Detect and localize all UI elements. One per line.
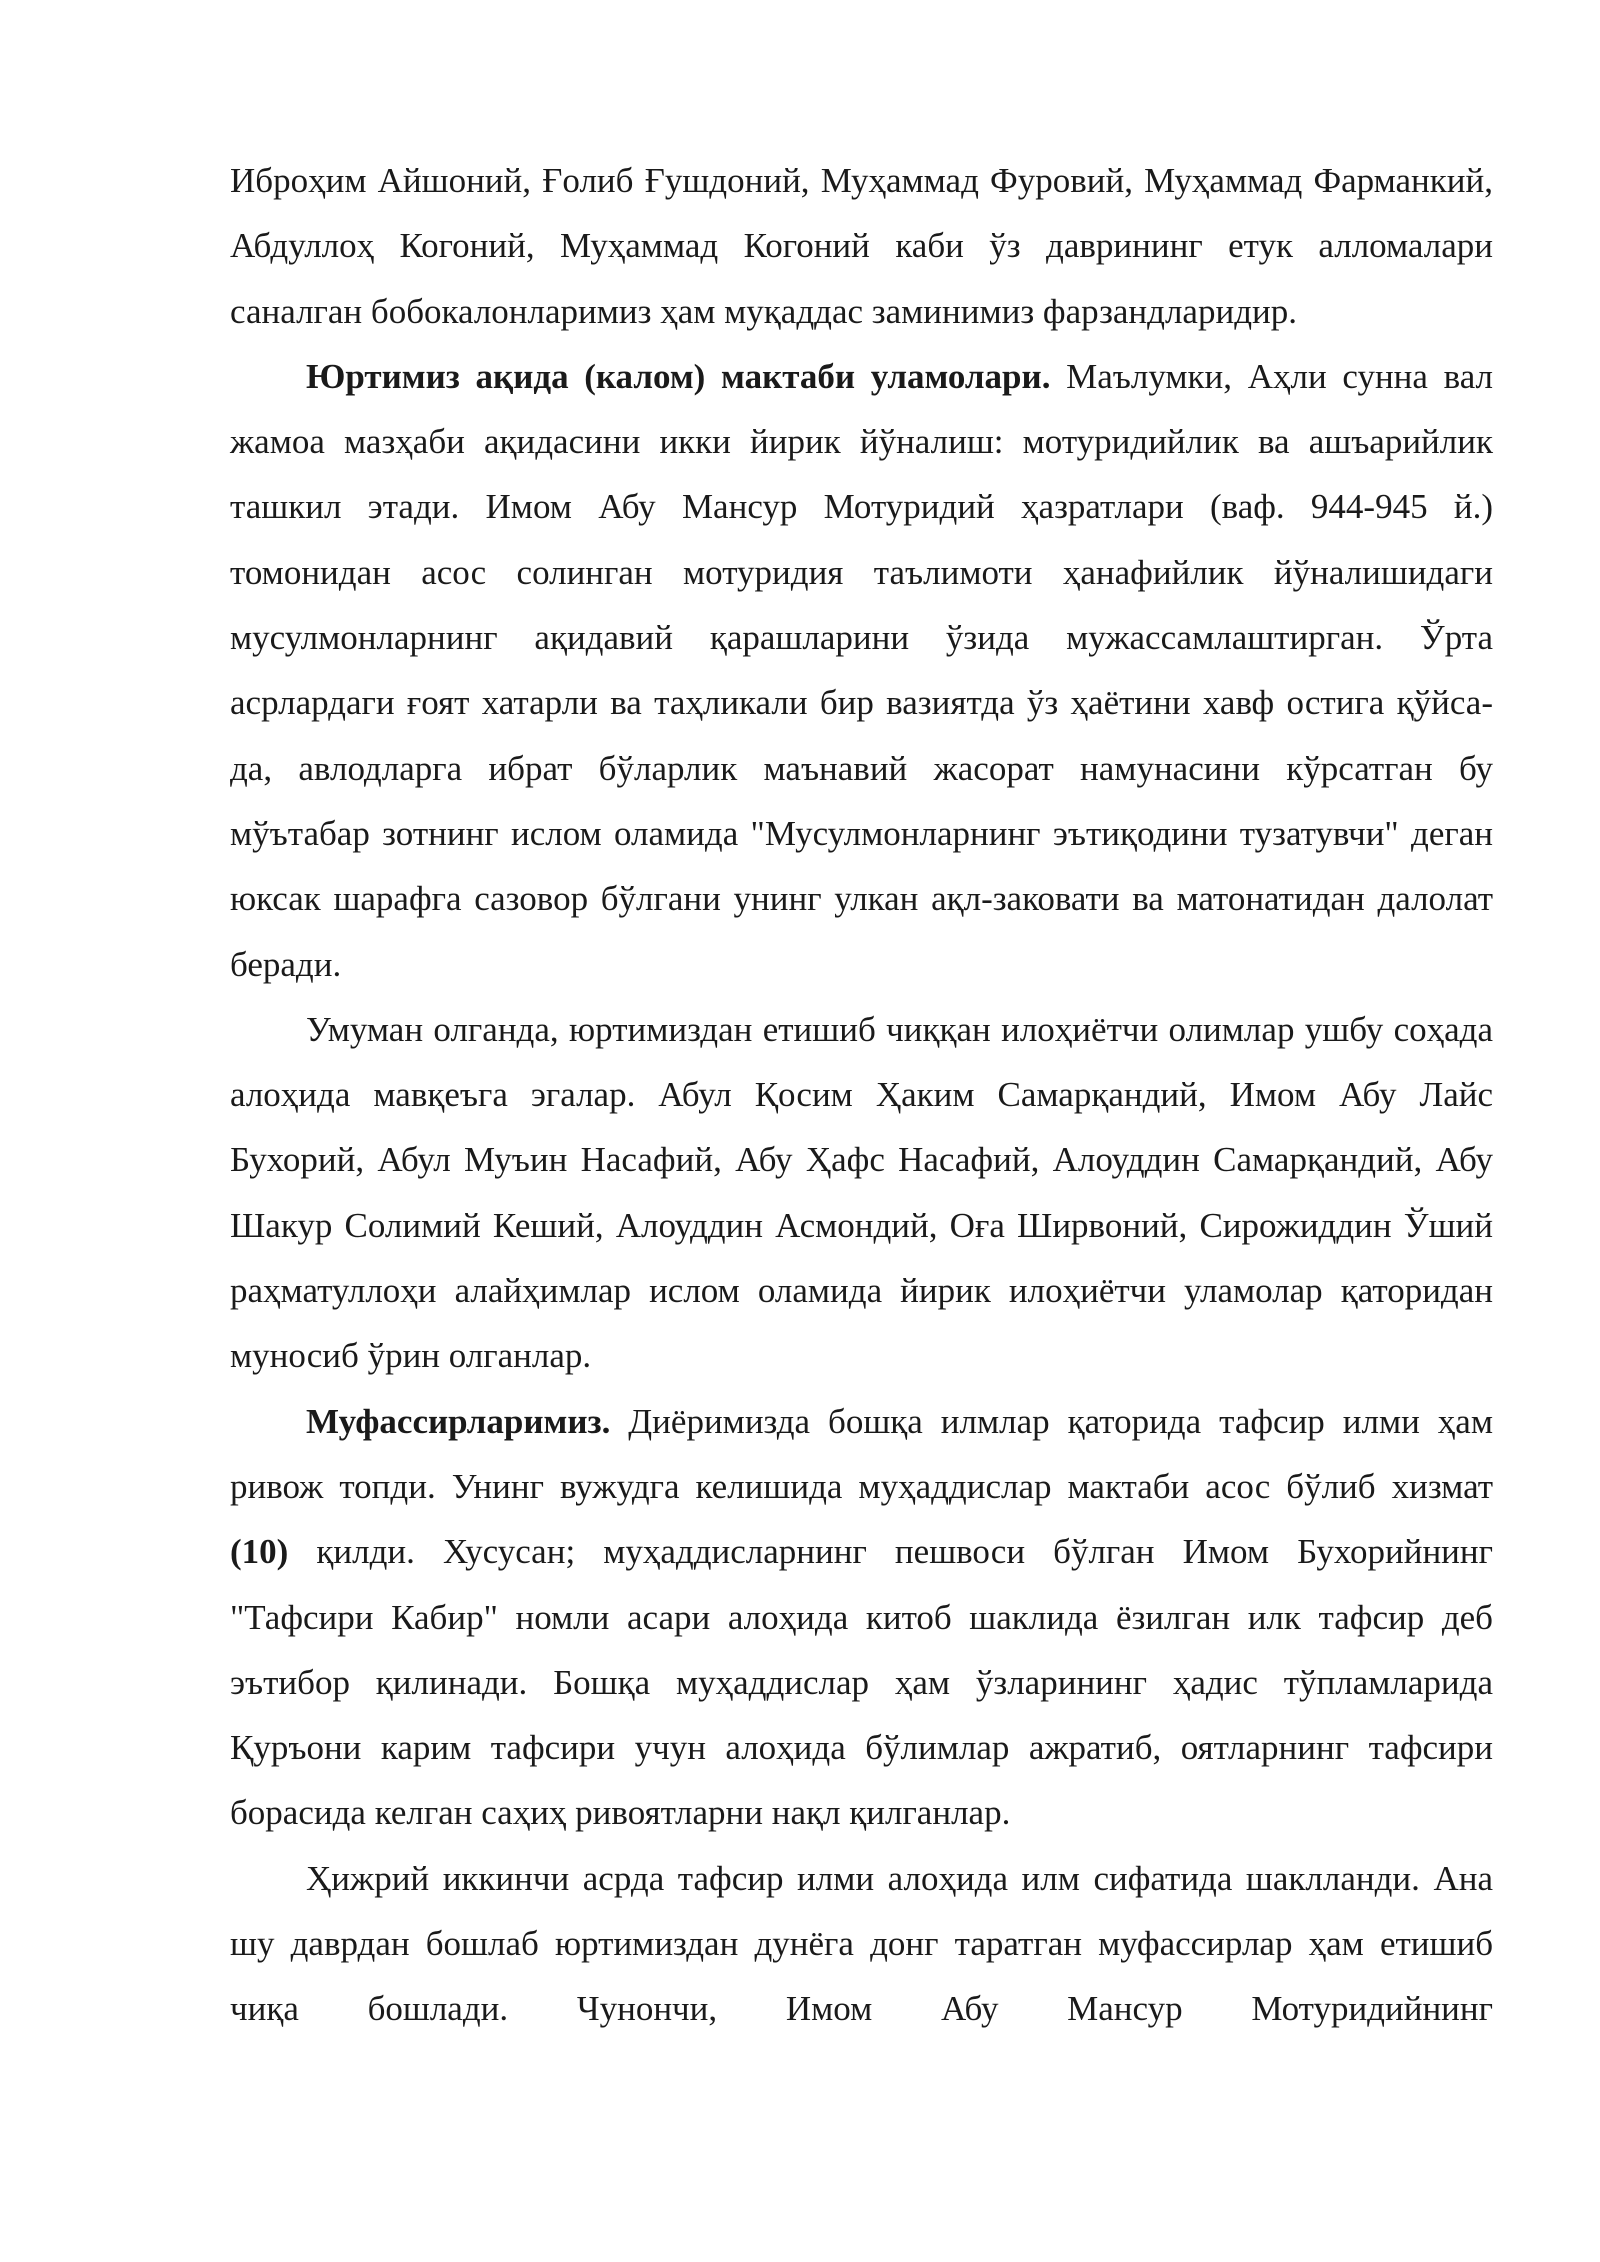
paragraph-3 bbox=[230, 997, 1493, 1389]
paragraph-1 bbox=[230, 148, 1493, 344]
paragraph-3-text: Умуман олганда, юртимиздан етишиб чиққан илоҳиётчи олимлар ушбу соҳада алоҳида мавқеъга эгалар. Абул Қосим Ҳаким Самарқандий, Имом Абу Лайс Бухорий, Абул Муъин Насафий, Абу Ҳафс Насафий, Алоуддин Самарқандий, Абу Шакур Солимий Кеший, Алоуддин Асмондий, Оға Ширвоний, Сирожиддин Ўший раҳматуллоҳи алайҳимлар ислом оламида йирик илоҳиётчи уламолар қаторидан муносиб ўрин олганлар. bbox=[230, 1009, 1493, 1376]
footnote-ref: (10) bbox=[230, 1532, 289, 1572]
section-heading-aqida: Юртимиз ақида (калом) мактаби уламолари. bbox=[306, 356, 1051, 396]
paragraph-4-text-after-ref: қилди. Хусусан; муҳаддисларнинг пешвоси бўлган Имом Бухорийнинг "Тафсири Кабир" номли асари алоҳида китоб шаклида ёзилган илк тафсир деб эътибор қилинади. Бошқа муҳаддислар ҳам ўзларининг ҳадис тўпламларида Қуръони карим тафсири учун алоҳида бўлимлар ажратиб, оятларнинг тафсири борасида келган саҳиҳ ривоятларни нақл қилганлар. bbox=[230, 1532, 1493, 1833]
paragraph-5 bbox=[230, 1846, 1493, 2042]
paragraph-4 bbox=[230, 1389, 1493, 1846]
paragraph-2-text: Маълумки, Аҳли сунна вал жамоа мазҳаби ақидасини икки йирик йўналиш: мотуридийлик ва ашъарийлик ташкил этади. Имом Абу Мансур Мотуридий ҳазратлари (ваф. 944-945 й.) томонидан асос солинган мотуридия таълимоти ҳанафийлик йўналишидаги мусулмонларнинг ақидавий қарашларини ўзида мужассамлаштирган. Ўрта асрлардаги ғоят хатарли ва таҳликали бир вазиятда ўз ҳаётини хавф остига қўйса-да, авлодларга ибрат бўларлик маънавий жасорат намунасини кўрсатган бу мўътабар зотнинг ислом оламида "Мусулмонларнинг эътиқодини тузатувчи" деган юксак шарафга сазовор бўлгани унинг улкан ақл-заковати ва матонатидан далолат беради. bbox=[230, 356, 1493, 984]
paragraph-4-text-before-ref: Диёримизда бошқа илмлар қаторида тафсир илми ҳам ривож топди. Унинг вужудга келишида муҳаддислар мактаби асос бўлиб хизмат bbox=[230, 1401, 1493, 1506]
section-heading-mufassirs: Муфассирларимиз. bbox=[306, 1401, 611, 1441]
document-page bbox=[230, 148, 1493, 2042]
paragraph-1-text: Иброҳим Айшоний, Ғолиб Ғушдоний, Муҳаммад Фуровий, Муҳаммад Фарманкий, Абдуллоҳ Когоний, Муҳаммад Когоний каби ўз даврининг етук алломалари саналган бобокалонларимиз ҳам муқаддас заминимиз фарзандларидир. bbox=[230, 161, 1493, 331]
paragraph-2 bbox=[230, 344, 1493, 997]
paragraph-5-text: Ҳижрий иккинчи асрда тафсир илми алоҳида илм сифатида шаклланди. Ана шу даврдан бошлаб юртимиздан дунёга донг таратган муфассирлар ҳам етишиб чиқа бошлади. Чунончи, Имом Абу Мансур Мотуридийнинг bbox=[230, 1858, 1493, 2029]
